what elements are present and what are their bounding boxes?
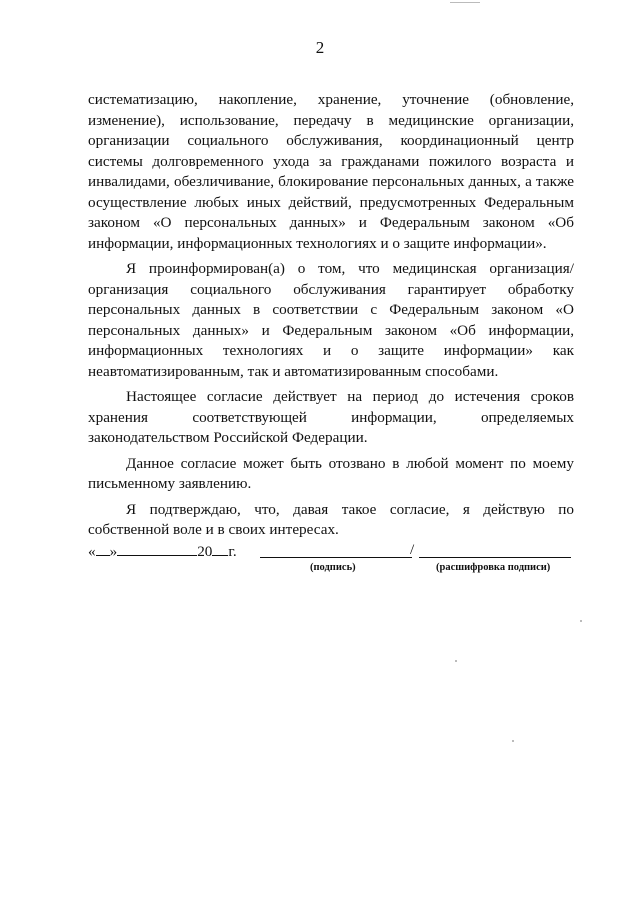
- month-blank: [117, 541, 197, 556]
- name-decoding-caption: (расшифровка подписи): [436, 562, 551, 573]
- scan-artifact: [450, 2, 480, 3]
- name-decoding-line: [419, 557, 571, 558]
- scan-artifact: [580, 620, 582, 622]
- document-body: [88, 90, 574, 546]
- date-open-quote: «: [88, 543, 96, 560]
- signature-caption: (подпись): [310, 562, 356, 573]
- paragraph-confirmation: Я подтверждаю, что, давая такое согласие, я действую по собственной воле и в своих интересах.: [88, 500, 574, 538]
- signature-slash: /: [410, 541, 415, 558]
- signature-line: [260, 557, 412, 558]
- paragraph-informed: Я проинформирован(а) о том, что медицинская организация/организация социального обслуживания гарантирует обработку персональных данных в соответствии с Федеральным законом «О персональных данных» и Федеральным законом «Об информации, информационных технологиях и о защите информации» как неавтоматизированным, так и автоматизированным способами.: [88, 260, 574, 380]
- year-suffix: г.: [228, 543, 237, 560]
- signature-row: [88, 541, 578, 581]
- day-blank: [96, 541, 110, 556]
- scan-artifact: [512, 740, 514, 742]
- paragraph-processing-actions: систематизацию, накопление, хранение, уточнение (обновление, изменение), использование, передачу в медицинские организации, организации социального обслуживания, координационный центр системы долговременного ухода за гражданами пожилого возраста и инвалидами, обезличивание, блокирование персональных данных, а также осуществление любых иных действий, предусмотренных Федеральным законом «О персональных данных» и Федеральным законом «Об информации, информационных технологиях и о защите информации».: [88, 91, 574, 252]
- date-close-quote: »: [109, 543, 118, 560]
- page-number: 2: [315, 38, 325, 57]
- scan-artifact: [455, 660, 457, 662]
- date-field: [88, 541, 237, 561]
- year-prefix: 20: [197, 543, 213, 560]
- paragraph-validity-period: Настоящее согласие действует на период до истечения сроков хранения соответствующей информации, определяемых законодательством Российской Федерации.: [88, 388, 574, 446]
- year-blank: [212, 541, 228, 556]
- paragraph-revocation: Данное согласие может быть отозвано в любой момент по моему письменному заявлению.: [88, 454, 574, 492]
